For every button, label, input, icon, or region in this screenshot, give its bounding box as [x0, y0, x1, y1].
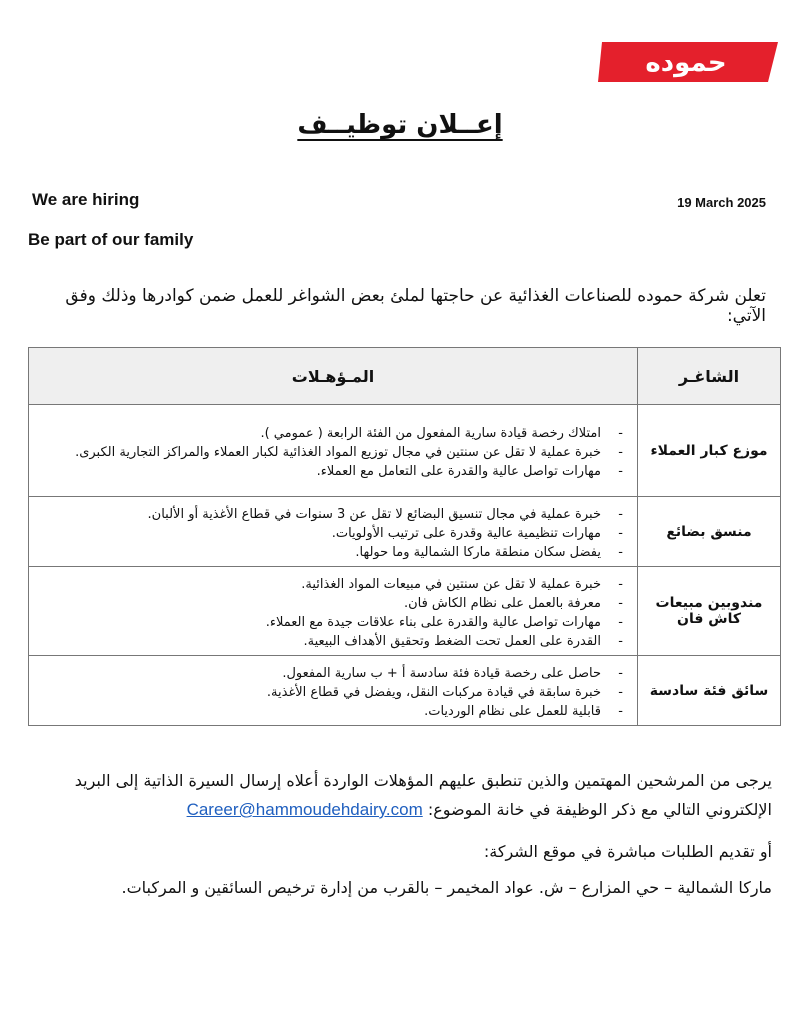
- company-logo: [598, 42, 778, 82]
- qualifications-list: [39, 505, 627, 562]
- list-item: - قابلية للعمل على نظام الورديات.: [39, 702, 627, 721]
- list-item: - مهارات تنظيمية عالية وقدرة على ترتيب الأولويات.: [39, 524, 627, 543]
- table-row: [29, 405, 781, 497]
- list-item: - خبرة عملية لا تقل عن سنتين في مبيعات المواد الغذائية.: [39, 575, 627, 594]
- qualifications-cell: [29, 567, 638, 656]
- apply-direct-text: أو تقديم الطلبات مباشرة في موقع الشركة:: [483, 842, 772, 861]
- position-cell: منسق بضائع: [638, 497, 781, 567]
- announcement-date: 19 March 2025: [677, 195, 766, 210]
- table-row: [29, 567, 781, 656]
- apply-paragraph: [26, 766, 772, 824]
- list-item: - امتلاك رخصة قيادة سارية المفعول من الفئة الرابعة ( عمومي ).: [39, 424, 627, 443]
- table-row: [29, 656, 781, 726]
- list-item: - معرفة بالعمل على نظام الكاش فان.: [39, 594, 627, 613]
- page-title: إعــلان توظيــف: [297, 110, 503, 140]
- list-item: - حاصل على رخصة قيادة فئة سادسة أ + ب سارية المفعول.: [39, 664, 627, 683]
- qualifications-cell: [29, 405, 638, 497]
- family-subheading: Be part of our family: [28, 230, 194, 249]
- list-item: - خبرة سابقة في قيادة مركبات النقل، ويفضل في قطاع الأغذية.: [39, 683, 627, 702]
- header-qualifications: المـؤهـلات: [29, 348, 638, 405]
- header-position: الشاغـر: [638, 348, 781, 405]
- company-address: ماركا الشمالية – حي المزارع – ش. عواد المخيمر – بالقرب من إدارة ترخيص السائقين و المركبات.: [121, 878, 772, 897]
- list-item: - خبرة عملية في مجال تنسيق البضائع لا تقل عن 3 سنوات في قطاع الأغذية أو الألبان.: [39, 505, 627, 524]
- qualifications-list: [39, 575, 627, 651]
- table-header-row: [29, 348, 781, 405]
- qualifications-cell: [29, 656, 638, 726]
- list-item: - مهارات تواصل عالية والقدرة على التعامل مع العملاء.: [39, 462, 627, 481]
- qualifications-list: [39, 664, 627, 721]
- intro-paragraph: تعلن شركة حموده للصناعات الغذائية عن حاجتها لملئ بعض الشواغر للعمل ضمن كوادرها وذلك وفق الآتي:: [65, 286, 766, 326]
- hiring-heading: We are hiring: [32, 190, 140, 209]
- qualifications-list: [39, 424, 627, 481]
- jobs-table: [28, 347, 781, 726]
- list-item: - القدرة على العمل تحت الضغط وتحقيق الأهداف البيعية.: [39, 632, 627, 651]
- list-item: - خبرة عملية لا تقل عن سنتين في مجال توزيع المواد الغذائية لكبار العملاء والمراكز التجارية الكبرى.: [39, 443, 627, 462]
- logo-text: حموده: [645, 48, 727, 78]
- position-cell: سائق فئة سادسة: [638, 656, 781, 726]
- table-row: [29, 497, 781, 567]
- apply-text: يرجى من المرشحين المهتمين والذين تنطبق عليهم المؤهلات الواردة أعلاه إرسال السيرة الذاتية إلى البريد الإلكتروني التالي مع ذكر الوظيفة في خانة الموضوع:: [74, 771, 772, 819]
- list-item: - مهارات تواصل عالية والقدرة على بناء علاقات جيدة مع العملاء.: [39, 613, 627, 632]
- qualifications-cell: [29, 497, 638, 567]
- list-item: - يفضل سكان منطقة ماركا الشمالية وما حولها.: [39, 543, 627, 562]
- career-email-link[interactable]: Career@hammoudehdairy.com: [186, 800, 423, 819]
- position-cell: مندوبين مبيعات كاش فان: [638, 567, 781, 656]
- position-cell: موزع كبار العملاء: [638, 405, 781, 497]
